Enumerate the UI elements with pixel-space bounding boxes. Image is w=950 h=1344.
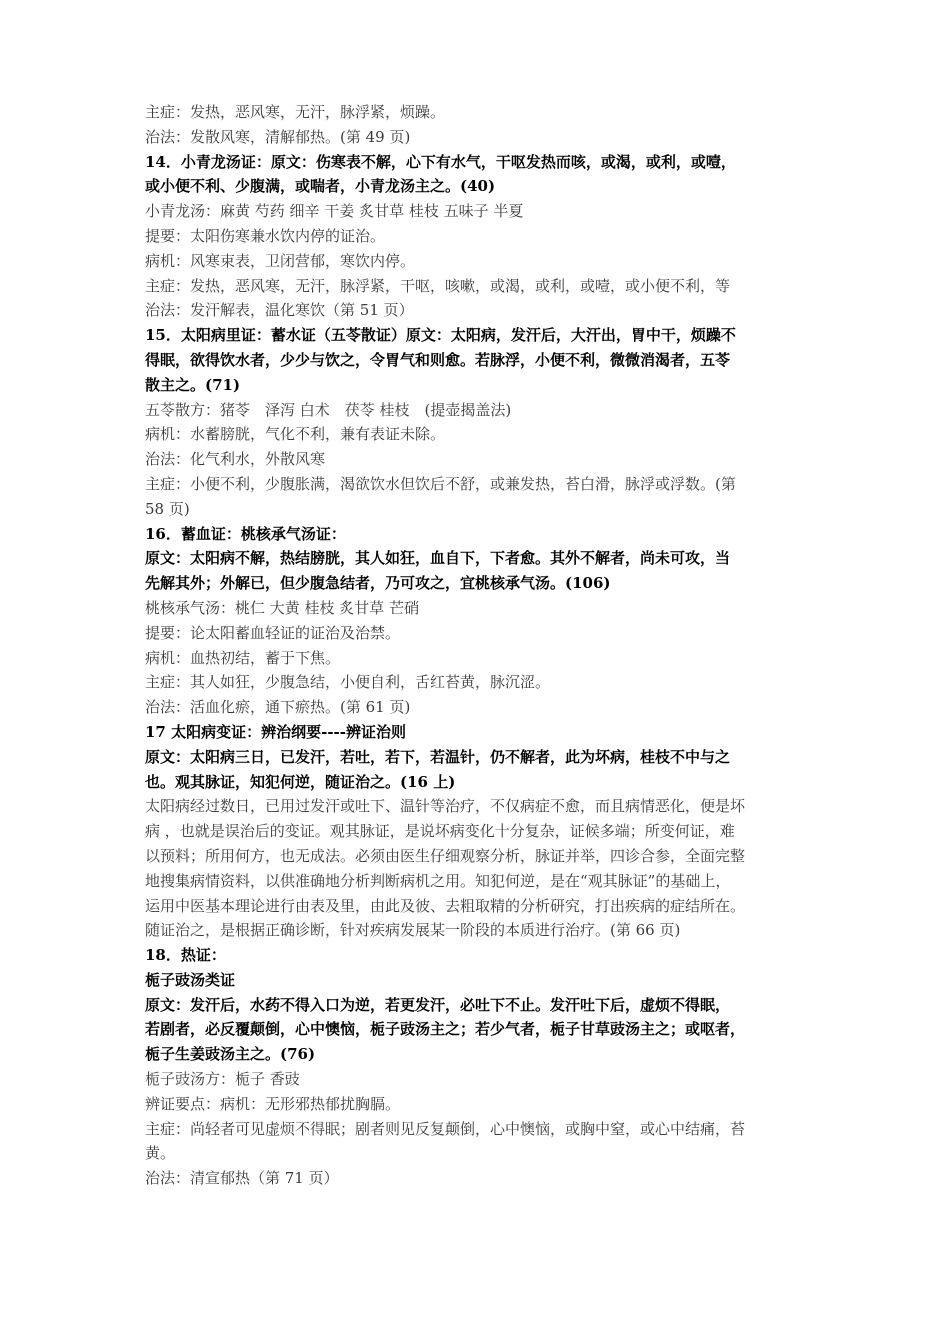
body-text-line: 太阳病经过数日，已用过发汗或吐下、温针等治疗，不仅病症不愈，而且病情恶化，便是坏 — [145, 797, 746, 816]
heading-text-line: 得眠，欲得饮水者，少少与饮之，令胃气和则愈。若脉浮，小便不利，微微消渴者，五苓 — [145, 350, 731, 369]
body-text-line: 桃核承气汤：桃仁 大黄 桂枝 炙甘草 芒硝 — [145, 598, 420, 617]
body-text-line: 病机：水蓄膀胱，气化不利，兼有表证未除。 — [145, 425, 446, 444]
heading-text-line: 或小便不利、少腹满，或喘者，小青龙汤主之。(40) — [145, 177, 496, 196]
heading-text-line: 15．太阳病里证：蓄水证（五苓散证）原文：太阳病，发汗后，大汗出，胃中干，烦躁不 — [145, 326, 736, 345]
body-text-line: 小青龙汤：麻黄 芍药 细辛 干姜 炙甘草 桂枝 五味子 半夏 — [145, 202, 524, 221]
body-text-line: 主症：其人如狂，少腹急结，小便自利，舌红苔黄，脉沉涩。 — [145, 673, 551, 692]
heading-text-line: 16．蓄血证：桃核承气汤证： — [145, 524, 346, 543]
body-text-line: 病机：风寒束表，卫闭营郁，寒饮内停。 — [145, 251, 416, 270]
body-text-line: 五苓散方：猪苓 泽泻 白术 茯苓 桂枝 (提壶揭盖法) — [145, 400, 512, 419]
document-page — [145, 100, 805, 1191]
body-text-line: 以预料；所用何方，也无成法。必须由医生仔细观察分析，脉证并举，四诊合参，全面完整 — [145, 846, 746, 865]
heading-text-line: 也。观其脉证，知犯何逆，随证治之。(16 上) — [145, 772, 456, 791]
body-text-line: 主症：尚轻者可见虚烦不得眠；剧者则见反复颠倒，心中懊恼，或胸中窒，或心中结痛，苔 — [145, 1119, 746, 1138]
body-text-line: 黄。 — [145, 1144, 176, 1163]
body-text-line: 58 页) — [145, 499, 190, 518]
body-text-line: 治法：发散风寒，清解郁热。(第 49 页) — [145, 127, 411, 146]
heading-text-line: 原文：太阳病不解，热结膀胱，其人如狂，血自下，下者愈。其外不解者，尚未可攻，当 — [145, 549, 731, 568]
body-text-line: 栀子豉汤方：栀子 香豉 — [145, 1070, 300, 1089]
heading-text-line: 若剧者，必反覆颠倒，心中懊恼，栀子豉汤主之；若少气者，栀子甘草豉汤主之；或呕者， — [145, 1020, 746, 1039]
body-text-line: 主症：发热，恶风寒，无汗，脉浮紧，干呕，咳嗽，或渴，或利，或噎，或小便不利，等 — [145, 276, 731, 295]
heading-text-line: 18．热证： — [145, 946, 226, 965]
body-text-line: 随证治之，是根据正确诊断，针对疾病发展某一阶段的本质进行治疗。(第 66 页) — [145, 921, 681, 940]
heading-text-line: 先解其外；外解已，但少腹急结者，乃可攻之，宜桃核承气汤。(106) — [145, 574, 611, 593]
heading-text-line: 14．小青龙汤证：原文：伤寒表不解，心下有水气，干呕发热而咳，或渴，或利，或噎， — [145, 152, 736, 171]
body-text-line: 运用中医基本理论进行由表及里，由此及彼、去粗取精的分析研究，打出疾病的症结所在。 — [145, 896, 746, 915]
body-text-line: 辨证要点：病机：无形邪热郁扰胸膈。 — [145, 1094, 401, 1113]
body-text-line: 病机：血热初结，蓄于下焦。 — [145, 648, 341, 667]
heading-text-line: 栀子豉汤类证 — [145, 970, 236, 989]
heading-text-line: 栀子生姜豉汤主之。(76) — [145, 1045, 316, 1064]
heading-text-line: 原文：发汗后，水药不得入口为逆，若更发汗，必吐下不止。发汗吐下后，虚烦不得眠， — [145, 995, 731, 1014]
body-text-line: 提要：太阳伤寒兼水饮内停的证治。 — [145, 226, 386, 245]
body-text-line: 治法：发汗解表，温化寒饮（第 51 页） — [145, 301, 414, 320]
body-text-line: 主症：发热，恶风寒，无汗，脉浮紧，烦躁。 — [145, 103, 446, 121]
heading-text-line: 原文：太阳病三日，已发汗，若吐，若下，若温针，仍不解者，此为坏病，桂枝不中与之 — [145, 747, 731, 766]
body-text-line: 病 ，也就是误治后的变证。观其脉证，是说坏病变化十分复杂，证候多端；所变何证，难 — [145, 822, 735, 841]
body-text-line: 治法：化气利水，外散风寒 — [145, 450, 326, 469]
heading-text-line: 散主之。(71) — [145, 375, 241, 394]
body-text-line: 提要：论太阳蓄血轻证的证治及治禁。 — [145, 623, 401, 642]
heading-text-line: 17 太阳病变证：辨治纲要----辨证治则 — [145, 722, 407, 741]
body-text-line: 治法：清宣郁热（第 71 页） — [145, 1169, 339, 1188]
body-text-line: 治法：活血化瘀，通下瘀热。(第 61 页) — [145, 698, 411, 717]
body-text-line: 地搜集病情资料，以供准确地分析判断病机之用。知犯何逆，是在“观其脉证”的基础上， — [145, 871, 731, 890]
body-text-line: 主症：小便不利，少腹胀满，渴欲饮水但饮后不舒，或兼发热，苔白滑，脉浮或浮数。(第 — [145, 474, 736, 493]
